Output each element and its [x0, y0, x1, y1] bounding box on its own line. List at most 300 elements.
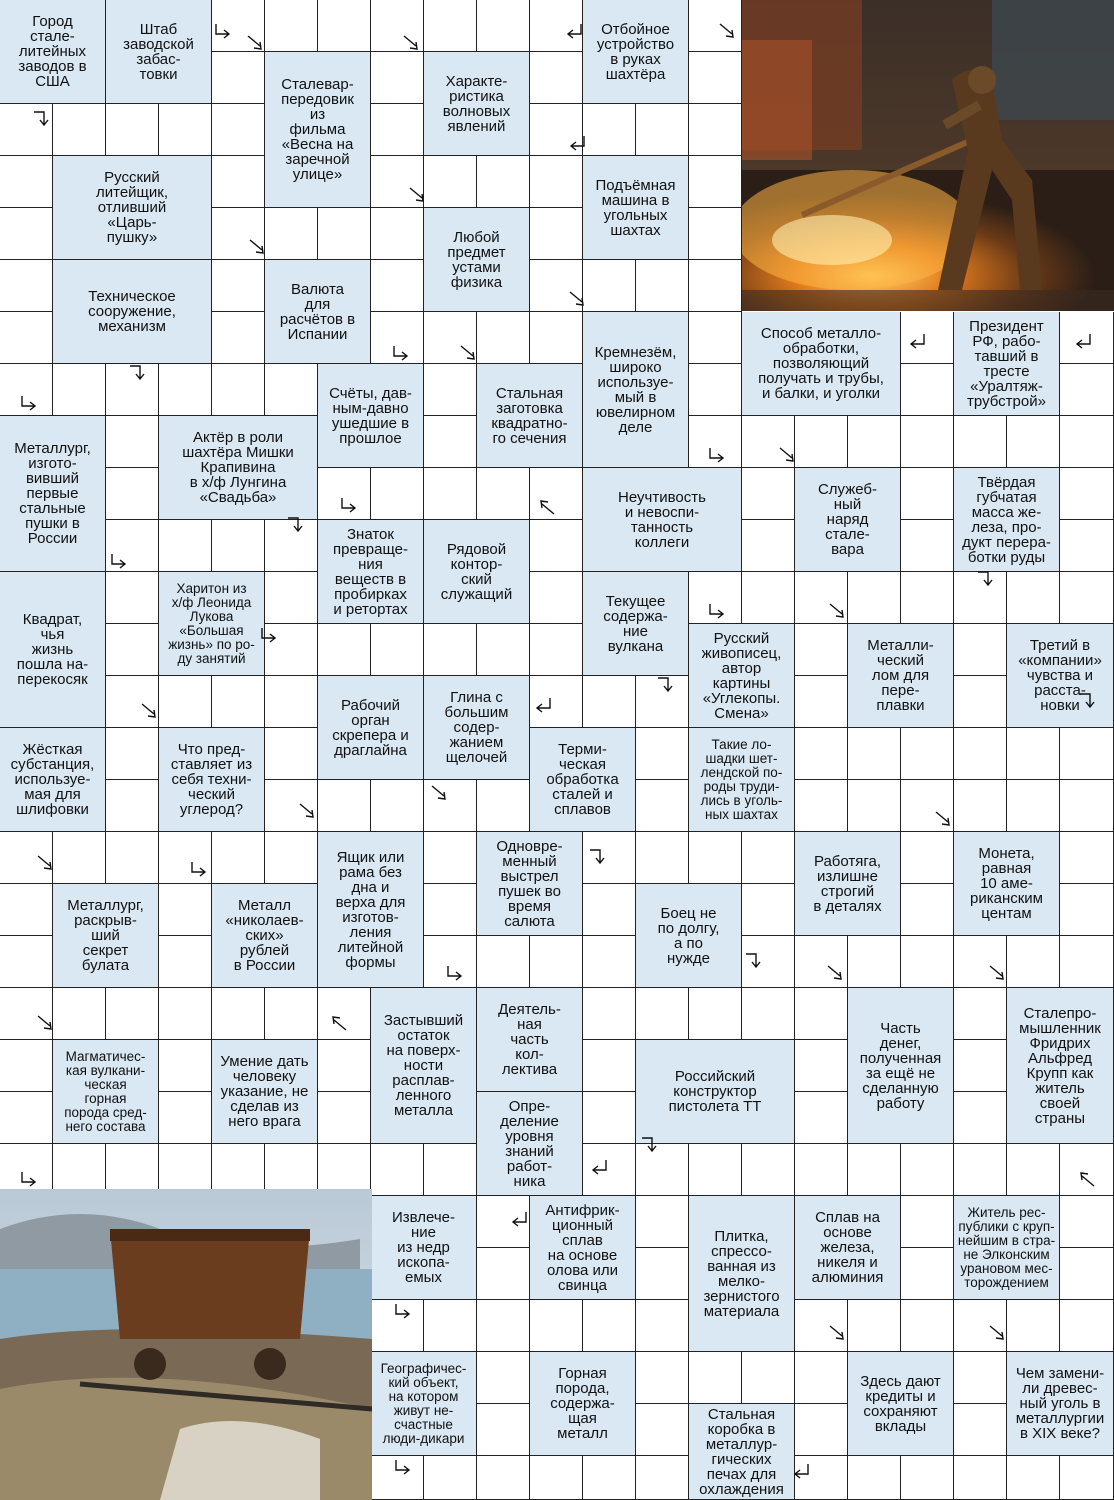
answer-cell[interactable] [371, 104, 424, 156]
clue-cell: Любой предмет устами физика [424, 208, 530, 312]
answer-cell[interactable] [530, 52, 583, 104]
answer-cell[interactable] [212, 364, 265, 416]
answer-cell[interactable] [0, 208, 53, 260]
answer-cell[interactable] [530, 936, 583, 988]
answer-cell[interactable] [530, 572, 583, 624]
clue-cell: Харитон из х/ф Леонида Лукова «Большая жизнь» по ро- ду занятий [159, 572, 265, 676]
direction-arrow-icon [563, 20, 585, 42]
answer-cell[interactable] [1060, 572, 1114, 624]
clue-cell: Что пред- ставляет из себя техни- ческий углерод? [159, 728, 265, 832]
answer-cell[interactable] [477, 1404, 530, 1456]
direction-arrow-icon [776, 444, 798, 466]
clue-cell: Валюта для расчётов в Испании [265, 260, 371, 364]
clue-cell: Житель рес- публики с круп- нейшим в стра- не Элконским урановом мес- торождением [954, 1196, 1060, 1300]
answer-cell[interactable] [848, 780, 901, 832]
direction-arrow-icon [508, 1208, 530, 1230]
steelworker-photo [742, 0, 1114, 311]
answer-cell[interactable] [530, 1300, 583, 1352]
answer-cell[interactable] [1060, 364, 1114, 416]
clue-cell: Знаток превраще- ния веществ в пробирках и ретортах [318, 520, 424, 624]
answer-cell[interactable] [318, 1092, 371, 1144]
answer-cell[interactable] [583, 104, 636, 156]
clue-cell: Боец не по долгу, а по нужде [636, 884, 742, 988]
answer-cell[interactable] [371, 624, 424, 676]
answer-cell[interactable] [106, 988, 159, 1040]
answer-cell[interactable] [0, 1040, 53, 1092]
answer-cell[interactable] [106, 728, 159, 780]
answer-cell[interactable] [212, 104, 265, 156]
answer-cell[interactable] [742, 988, 795, 1040]
answer-cell[interactable] [1060, 468, 1114, 520]
answer-cell[interactable] [159, 520, 212, 572]
answer-cell[interactable] [1060, 832, 1114, 884]
answer-cell[interactable] [795, 728, 848, 780]
answer-cell[interactable] [954, 1040, 1007, 1092]
answer-cell[interactable] [901, 1300, 954, 1352]
clue-cell: Терми- ческая обработка сталей и сплавов [530, 728, 636, 832]
answer-cell[interactable] [636, 1248, 689, 1300]
answer-cell[interactable] [954, 780, 1007, 832]
answer-cell[interactable] [795, 624, 848, 676]
clue-cell: Характе- ристика волновых явлений [424, 52, 530, 156]
answer-cell[interactable] [901, 364, 954, 416]
answer-cell[interactable] [265, 832, 318, 884]
answer-cell[interactable] [1060, 520, 1114, 572]
direction-arrow-icon [34, 852, 56, 874]
answer-cell[interactable] [689, 52, 742, 104]
answer-cell[interactable] [901, 728, 954, 780]
answer-cell[interactable] [106, 624, 159, 676]
answer-cell[interactable] [371, 52, 424, 104]
direction-arrow-icon [30, 108, 52, 130]
direction-arrow-icon [654, 674, 676, 696]
answer-cell[interactable] [212, 676, 265, 728]
answer-cell[interactable] [954, 1456, 1007, 1500]
clue-cell: Российский конструктор пистолета ТТ [636, 1040, 795, 1144]
direction-arrow-icon [258, 624, 280, 646]
answer-cell[interactable] [530, 520, 583, 572]
clue-cell: Антифрик- ционный сплав на основе олова или свинца [530, 1196, 636, 1300]
answer-cell[interactable] [742, 884, 795, 936]
clue-cell: Одновре- менный выстрел пушек во время салюта [477, 832, 583, 936]
answer-cell[interactable] [1060, 1196, 1114, 1248]
answer-cell[interactable] [424, 364, 477, 416]
answer-cell[interactable] [848, 416, 901, 468]
answer-cell[interactable] [954, 1092, 1007, 1144]
clue-cell: Ящик или рама без дна и верха для изготов- ления литейной формы [318, 832, 424, 988]
answer-cell[interactable] [636, 728, 689, 780]
answer-cell[interactable] [159, 1092, 212, 1144]
direction-arrow-icon [108, 550, 130, 572]
answer-cell[interactable] [795, 1040, 848, 1092]
answer-cell[interactable] [954, 624, 1007, 676]
answer-cell[interactable] [265, 728, 318, 780]
clue-cell: Сплав на основе железа, никеля и алюминия [795, 1196, 901, 1300]
answer-cell[interactable] [901, 468, 954, 520]
answer-cell[interactable] [901, 416, 954, 468]
clue-cell: Неучтивость и невоспи- танность коллеги [583, 468, 742, 572]
answer-cell[interactable] [795, 1144, 848, 1196]
answer-cell[interactable] [636, 104, 689, 156]
answer-cell[interactable] [901, 936, 954, 988]
direction-arrow-icon [246, 236, 268, 258]
answer-cell[interactable] [530, 156, 583, 208]
clue-cell: Деятель- ная часть кол- лектива [477, 988, 583, 1092]
answer-cell[interactable] [0, 884, 53, 936]
clue-cell: Географичес- кий объект, на котором живут не- счастные люди-дикари [371, 1352, 477, 1456]
answer-cell[interactable] [583, 260, 636, 312]
answer-cell[interactable] [689, 104, 742, 156]
answer-cell[interactable] [954, 728, 1007, 780]
answer-cell[interactable] [636, 260, 689, 312]
answer-cell[interactable] [318, 624, 371, 676]
clue-cell: Сталевар- передовик из фильма «Весна на заречной улице» [265, 52, 371, 208]
clue-cell: Техническое сооружение, механизм [53, 260, 212, 364]
answer-cell[interactable] [1060, 780, 1114, 832]
answer-cell[interactable] [848, 1456, 901, 1500]
answer-cell[interactable] [530, 208, 583, 260]
answer-cell[interactable] [1007, 416, 1060, 468]
direction-arrow-icon [1072, 330, 1094, 352]
answer-cell[interactable] [583, 676, 636, 728]
clue-cell: Такие ло- шадки шет- лендской по- роды труди- лись в уголь- ных шахтах [689, 728, 795, 832]
clue-cell: Сталепро- мышленник Фридрих Альфред Крупп как житель своей страны [1007, 988, 1114, 1144]
answer-cell[interactable] [265, 676, 318, 728]
answer-cell[interactable] [0, 936, 53, 988]
clue-cell: Город стале- литейных заводов в США [0, 0, 106, 104]
answer-cell[interactable] [212, 52, 265, 104]
clue-cell: Стальная коробка в металлур- гических печах для охлаждения [689, 1404, 795, 1500]
direction-arrow-icon [34, 1012, 56, 1034]
answer-cell[interactable] [477, 1248, 530, 1300]
answer-cell[interactable] [636, 1456, 689, 1500]
answer-cell[interactable] [106, 416, 159, 468]
answer-cell[interactable] [636, 1196, 689, 1248]
direction-arrow-icon [1076, 1168, 1098, 1190]
answer-cell[interactable] [265, 364, 318, 416]
clue-cell: Плитка, спрессо- ванная из мелко- зернистого материала [689, 1196, 795, 1352]
clue-cell: Рабочий орган скрепера и драглайна [318, 676, 424, 780]
clue-cell: Отбойное устройство в руках шахтёра [583, 0, 689, 104]
answer-cell[interactable] [53, 364, 106, 416]
answer-cell[interactable] [477, 624, 530, 676]
answer-cell[interactable] [742, 520, 795, 572]
answer-cell[interactable] [795, 780, 848, 832]
answer-cell[interactable] [583, 1040, 636, 1092]
answer-cell[interactable] [424, 1144, 477, 1196]
clue-cell: Металлург, раскрыв- ший секрет булата [53, 884, 159, 988]
clue-cell: Стальная заготовка квадратно- го сечения [477, 364, 583, 468]
answer-cell[interactable] [371, 780, 424, 832]
answer-cell[interactable] [159, 936, 212, 988]
direction-arrow-icon [586, 846, 608, 868]
answer-cell[interactable] [477, 936, 530, 988]
answer-cell[interactable] [159, 676, 212, 728]
direction-arrow-icon [328, 1012, 350, 1034]
direction-arrow-icon [536, 496, 558, 518]
answer-cell[interactable] [636, 1300, 689, 1352]
answer-cell[interactable] [477, 780, 530, 832]
clue-cell: Русский живописец, автор картины «Углекопы. Смена» [689, 624, 795, 728]
answer-cell[interactable] [954, 1352, 1007, 1404]
answer-cell[interactable] [53, 104, 106, 156]
answer-cell[interactable] [1007, 780, 1060, 832]
answer-cell[interactable] [954, 416, 1007, 468]
answer-cell[interactable] [689, 832, 742, 884]
clue-cell: Умение дать человеку указание, не сделав из него врага [212, 1040, 318, 1144]
clue-cell: Твёрдая губчатая масса же- леза, про- дукт перера- ботки руды [954, 468, 1060, 572]
answer-cell[interactable] [954, 988, 1007, 1040]
answer-cell[interactable] [689, 260, 742, 312]
answer-cell[interactable] [1060, 1248, 1114, 1300]
answer-cell[interactable] [1060, 728, 1114, 780]
answer-cell[interactable] [477, 0, 530, 52]
answer-cell[interactable] [424, 832, 477, 884]
answer-cell[interactable] [371, 468, 424, 520]
answer-cell[interactable] [742, 1144, 795, 1196]
clue-cell: Магматичес- кая вулкани- ческая горная порода сред- него состава [53, 1040, 159, 1144]
direction-arrow-icon [566, 288, 588, 310]
direction-arrow-icon [906, 330, 928, 352]
answer-cell[interactable] [265, 208, 318, 260]
answer-cell[interactable] [901, 1144, 954, 1196]
answer-cell[interactable] [159, 364, 212, 416]
answer-cell[interactable] [371, 1144, 424, 1196]
answer-cell[interactable] [795, 1092, 848, 1144]
clue-cell: Подъёмная машина в угольных шахтах [583, 156, 689, 260]
answer-cell[interactable] [424, 0, 477, 52]
direction-arrow-icon [138, 700, 160, 722]
clue-cell: Опре- деление уровня знаний работ- ника [477, 1092, 583, 1196]
direction-arrow-icon [974, 568, 996, 590]
answer-cell[interactable] [901, 884, 954, 936]
direction-arrow-icon [932, 808, 954, 830]
answer-cell[interactable] [848, 1300, 901, 1352]
clue-cell: Служеб- ный наряд стале- вара [795, 468, 901, 572]
answer-cell[interactable] [1060, 884, 1114, 936]
answer-cell[interactable] [583, 988, 636, 1040]
answer-cell[interactable] [1007, 1456, 1060, 1500]
clue-cell: Способ металло- обработки, позволяющий получать и трубы, и балки, и уголки [742, 312, 901, 416]
answer-cell[interactable] [318, 780, 371, 832]
answer-cell[interactable] [636, 780, 689, 832]
answer-cell[interactable] [212, 156, 265, 208]
direction-arrow-icon [638, 1134, 660, 1156]
answer-cell[interactable] [636, 988, 689, 1040]
answer-cell[interactable] [795, 416, 848, 468]
answer-cell[interactable] [583, 1300, 636, 1352]
clue-cell: Русский литейщик, отливший «Царь- пушку» [53, 156, 212, 260]
answer-cell[interactable] [530, 312, 583, 364]
answer-cell[interactable] [1007, 936, 1060, 988]
clue-cell: Актёр в роли шахтёра Мишки Крапивина в х/ф Лунгина «Свадьба» [159, 416, 318, 520]
answer-cell[interactable] [1060, 1456, 1114, 1500]
answer-cell[interactable] [901, 520, 954, 572]
answer-cell[interactable] [318, 208, 371, 260]
answer-cell[interactable] [477, 1456, 530, 1500]
direction-arrow-icon [296, 800, 318, 822]
answer-cell[interactable] [371, 260, 424, 312]
direction-arrow-icon [126, 362, 148, 384]
answer-cell[interactable] [159, 1040, 212, 1092]
answer-cell[interactable] [212, 988, 265, 1040]
answer-cell[interactable] [212, 832, 265, 884]
answer-cell[interactable] [848, 572, 901, 624]
clue-cell: Кремнезём, широко используе- мый в ювелирном деле [583, 312, 689, 468]
answer-cell[interactable] [954, 676, 1007, 728]
answer-cell[interactable] [106, 104, 159, 156]
answer-cell[interactable] [265, 988, 318, 1040]
direction-arrow-icon [986, 1322, 1008, 1344]
direction-arrow-icon [706, 444, 728, 466]
direction-arrow-icon [392, 1456, 414, 1478]
answer-cell[interactable] [636, 832, 689, 884]
answer-cell[interactable] [477, 1300, 530, 1352]
clue-cell: Металли- ческий лом для пере- плавки [848, 624, 954, 728]
clue-cell: Металлург, изгото- вивший первые стальные пушки в России [0, 416, 106, 572]
direction-arrow-icon [588, 1156, 610, 1178]
direction-arrow-icon [390, 342, 412, 364]
answer-cell[interactable] [0, 156, 53, 208]
answer-cell[interactable] [689, 156, 742, 208]
answer-cell[interactable] [848, 936, 901, 988]
answer-cell[interactable] [477, 156, 530, 208]
answer-cell[interactable] [212, 520, 265, 572]
answer-cell[interactable] [1007, 1144, 1060, 1196]
answer-cell[interactable] [424, 156, 477, 208]
answer-cell[interactable] [318, 1040, 371, 1092]
answer-cell[interactable] [583, 936, 636, 988]
direction-arrow-icon [392, 1300, 414, 1322]
answer-cell[interactable] [159, 104, 212, 156]
clue-cell: Третий в «компании» чувства и расста- новки [1007, 624, 1114, 728]
direction-arrow-icon [188, 858, 210, 880]
clue-cell: Горная порода, содержа- щая металл [530, 1352, 636, 1456]
answer-cell[interactable] [742, 468, 795, 520]
answer-cell[interactable] [424, 624, 477, 676]
direction-arrow-icon [1076, 690, 1098, 712]
direction-arrow-icon [742, 950, 764, 972]
answer-cell[interactable] [477, 1352, 530, 1404]
answer-cell[interactable] [0, 260, 53, 312]
clue-cell: Застывший остаток на поверх- ности расплав- ленного металла [371, 988, 477, 1144]
answer-cell[interactable] [0, 312, 53, 364]
answer-cell[interactable] [689, 988, 742, 1040]
answer-cell[interactable] [477, 468, 530, 520]
answer-cell[interactable] [1007, 572, 1060, 624]
direction-arrow-icon [824, 962, 846, 984]
answer-cell[interactable] [954, 1144, 1007, 1196]
clue-cell: Часть денег, полученная за ещё не сделанную работу [848, 988, 954, 1144]
direction-arrow-icon [716, 20, 738, 42]
answer-cell[interactable] [848, 1144, 901, 1196]
clue-cell: Текущее содержа- ние вулкана [583, 572, 689, 676]
answer-cell[interactable] [901, 832, 954, 884]
answer-cell[interactable] [212, 312, 265, 364]
answer-cell[interactable] [265, 572, 318, 624]
direction-arrow-icon [986, 962, 1008, 984]
direction-arrow-icon [338, 494, 360, 516]
answer-cell[interactable] [424, 1456, 477, 1500]
answer-cell[interactable] [530, 624, 583, 676]
answer-cell[interactable] [795, 676, 848, 728]
direction-arrow-icon [532, 694, 554, 716]
answer-cell[interactable] [1060, 1300, 1114, 1352]
direction-arrow-icon [706, 600, 728, 622]
answer-cell[interactable] [106, 780, 159, 832]
answer-cell[interactable] [583, 1456, 636, 1500]
answer-cell[interactable] [742, 572, 795, 624]
direction-arrow-icon [457, 342, 479, 364]
answer-cell[interactable] [742, 1352, 795, 1404]
mine-cart-photo [0, 1189, 372, 1500]
clue-cell: Рядовой контор- ский служащий [424, 520, 530, 624]
answer-cell[interactable] [583, 884, 636, 936]
answer-cell[interactable] [901, 1248, 954, 1300]
answer-cell[interactable] [159, 884, 212, 936]
answer-cell[interactable] [1060, 416, 1114, 468]
answer-cell[interactable] [795, 1352, 848, 1404]
direction-arrow-icon [826, 600, 848, 622]
direction-arrow-icon [406, 184, 428, 206]
answer-cell[interactable] [795, 1404, 848, 1456]
answer-cell[interactable] [0, 1092, 53, 1144]
answer-cell[interactable] [424, 468, 477, 520]
answer-cell[interactable] [901, 1456, 954, 1500]
clue-cell: Глина с большим содер- жанием щелочей [424, 676, 530, 780]
answer-cell[interactable] [477, 312, 530, 364]
answer-cell[interactable] [212, 260, 265, 312]
answer-cell[interactable] [689, 1144, 742, 1196]
answer-cell[interactable] [371, 208, 424, 260]
answer-cell[interactable] [318, 0, 371, 52]
answer-cell[interactable] [1007, 1300, 1060, 1352]
answer-cell[interactable] [53, 988, 106, 1040]
answer-cell[interactable] [848, 728, 901, 780]
answer-cell[interactable] [53, 832, 106, 884]
answer-cell[interactable] [1007, 728, 1060, 780]
answer-cell[interactable] [901, 572, 954, 624]
answer-cell[interactable] [742, 832, 795, 884]
answer-cell[interactable] [689, 364, 742, 416]
answer-cell[interactable] [795, 988, 848, 1040]
answer-cell[interactable] [689, 312, 742, 364]
answer-cell[interactable] [424, 1300, 477, 1352]
answer-cell[interactable] [1060, 936, 1114, 988]
direction-arrow-icon [826, 1322, 848, 1344]
answer-cell[interactable] [106, 572, 159, 624]
clue-cell: Чем замени- ли древес- ный уголь в металлургии в XIX веке? [1007, 1352, 1114, 1456]
answer-cell[interactable] [954, 1404, 1007, 1456]
answer-cell[interactable] [901, 1196, 954, 1248]
answer-cell[interactable] [265, 0, 318, 52]
clue-cell: Металл «николаев- ских» рублей в России [212, 884, 318, 988]
answer-cell[interactable] [424, 884, 477, 936]
answer-cell[interactable] [106, 832, 159, 884]
clue-cell: Здесь дают кредиты и сохраняют вклады [848, 1352, 954, 1456]
answer-cell[interactable] [424, 416, 477, 468]
answer-cell[interactable] [636, 1404, 689, 1456]
answer-cell[interactable] [530, 1456, 583, 1500]
answer-cell[interactable] [106, 468, 159, 520]
answer-cell[interactable] [159, 988, 212, 1040]
answer-cell[interactable] [689, 1352, 742, 1404]
answer-cell[interactable] [689, 208, 742, 260]
answer-cell[interactable] [636, 1352, 689, 1404]
clue-cell: Жёсткая субстанция, используе- мая для шлифовки [0, 728, 106, 832]
clue-cell: Президент РФ, рабо- тавший в тресте «Уралтяж- трубстрой» [954, 312, 1060, 416]
answer-cell[interactable] [583, 1092, 636, 1144]
